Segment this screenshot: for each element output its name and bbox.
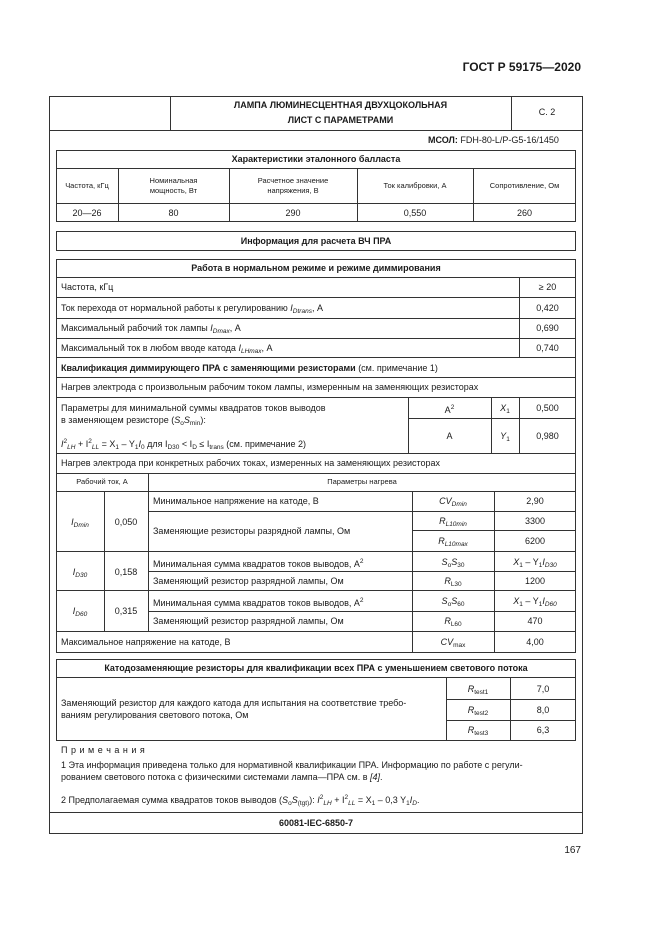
coef-a2: $A^2$ [444,404,455,415]
mcol-code: МСОЛ: FDH-80-L/P-G5-16/1450 [428,135,559,145]
val-voltage: 290 [285,208,301,218]
rl60-value: 470 [527,616,543,626]
coef-a-value: 0,980 [536,431,559,441]
col-current: Ток калибровки, А [383,181,447,190]
col-frequency: Частота, кГц [65,181,109,190]
qualification-title: Квалификация диммирующего ПРА с заменяющими резисторами (см. примечание 1) [61,363,438,373]
param-formula: $I^2_{LH} + I^2_{LL} = X_1 - Y_1I_0$ для $I_{D30} < I_D \le I_{trans}$ (см. примечание 2) [61,438,306,451]
rtest3-value: 6,3 [536,725,550,735]
col-power-2: мощность, Вт [149,186,198,195]
coef-a: A [446,431,453,441]
rl30-symbol: $R_{L30}$ [444,576,462,588]
document-code: 60081-IEC-6850-7 [278,818,354,828]
sheet-title-line2: ЛИСТ С ПАРАМЕТРАМИ [287,115,394,125]
cathode-title: Катодозаменяющие резисторы для квалификации всех ПРА с уменьшением светового потока [104,663,528,673]
col-voltage-1: Расчетное значение [257,176,329,185]
notes-title: П р и м е ч а н и я [61,745,146,755]
col-resistance: Сопротивление, Ом [489,181,560,190]
rl10min-value: 3300 [524,516,546,526]
id30-value: 0,158 [114,567,138,577]
coef-y1: $Y_1$ [500,431,510,443]
coef-x1: $X_1$ [500,403,510,415]
frequency-label: Частота, кГц [61,282,114,292]
val-frequency: 20—26 [72,208,102,218]
min-cathode-voltage-label: Минимальное напряжение на катоде, В [153,496,319,506]
val-power: 80 [168,208,179,218]
coef-a2-value: 0,500 [536,403,559,413]
trans-current-label: Ток перехода от нормальной работы к регулированию $I_{Dtrans}$, А [61,303,323,315]
note-1-line-1: 1 Эта информация приведена только для нормативной квалификации ПРА. Информацию по работе с регули- [61,760,523,770]
dmax-label: Максимальный рабочий ток лампы $I_{Dmax}$, А [61,323,241,335]
cathode-text-1: Заменяющий резистор для каждого катода для испытания на соответствие требо- [61,698,407,708]
rl30-value: 1200 [524,576,546,586]
normal-mode-title: Работа в нормальном режиме и режиме диммирования [191,263,441,273]
rtest1-symbol: $R_{test1}$ [467,684,489,696]
dmax-value: 0,690 [536,323,559,333]
so-s30-value: $X_1 - Y_1I_{D30}$ [513,557,557,569]
heating-arbitrary: Нагрев электрода с произвольным рабочим током лампы, измеренным на заменяющих резисторах [61,382,479,392]
col-heating-params: Параметры нагрева [327,477,397,486]
cv-max-symbol: $CV_{max}$ [440,637,466,649]
lhmax-label: Максимальный ток в любом вводе катода $I_{LHmax}$, А [61,343,273,355]
col-power-1: Номинальная [149,176,198,185]
idmin-value: 0,050 [114,517,138,527]
note-2: 2 Предполагаемая сумма квадратов токов выводов $(S_oS_{(tgt)})$: $I^2_{LH} + I^2_{LL} = X_1 - 0,3$ $Y_1I_D$. [61,794,420,807]
rl10max-symbol: $R_{L10max}$ [438,536,468,548]
idmin-symbol: $I_{Dmin}$ [71,517,89,529]
ballast-title: Характеристики эталонного балласта [231,154,401,164]
param-text-2: в заменяющем резисторе $(S_oS_{min})$: [61,415,206,427]
max-cathode-voltage-label: Максимальное напряжение на катоде, В [61,637,231,647]
id60-value: 0,315 [114,606,138,616]
rtest2-value: 8,0 [536,705,550,715]
col-working-current: Рабочий ток, А [76,477,128,486]
rtest2-symbol: $R_{test2}$ [467,705,489,717]
so-s30-symbol: $S_oS_{30}$ [441,557,465,569]
val-resistance: 260 [516,208,533,218]
rtest3-symbol: $R_{test3}$ [467,725,489,737]
sheet-title-line1: ЛАМПА ЛЮМИНЕСЦЕНТНАЯ ДВУХЦОКОЛЬНАЯ [233,100,448,110]
cv-max-value: 4,00 [526,637,544,647]
val-current: 0,550 [403,208,427,218]
min-sum-squares-60-label: Минимальная сумма квадратов токов выводов, $А^2$ [153,597,364,608]
info-title: Информация для расчета ВЧ ПРА [240,236,392,246]
sheet-number: С. 2 [538,107,556,117]
min-sum-squares-30-label: Минимальная сумма квадратов токов выводов, $А^2$ [153,558,364,569]
id30-symbol: $I_{D30}$ [72,567,88,579]
id60-symbol: $I_{D60}$ [72,606,88,618]
rl60-symbol: $R_{L60}$ [444,616,462,628]
note-1-line-2: рованием светового потока с физическими системами лампа—ПРА см. в [4]. [61,772,383,782]
standard-number: ГОСТ Р 59175—2020 [462,60,581,74]
so-s60-symbol: $S_oS_{60}$ [441,596,465,608]
lamp-resistor-30-label: Заменяющий резистор разрядной лампы, Ом [153,576,344,586]
lhmax-value: 0,740 [536,343,559,353]
heating-specific: Нагрев электрода при конкретных рабочих токах, измеренных на заменяющих резисторах [61,458,441,468]
cv-dmin-value: 2,90 [526,496,544,506]
lamp-resistor-60-label: Заменяющий резистор разрядной лампы, Ом [153,616,344,626]
param-text-1: Параметры для минимальной суммы квадратов токов выводов [61,403,326,413]
cathode-text-2: ваниям регулирования светового потока, Ом [61,710,249,720]
rtest1-value: 7,0 [536,684,550,694]
lamp-resistors-label: Заменяющие резисторы разрядной лампы, Ом [153,526,351,536]
page-number: 167 [564,845,581,856]
frequency-value: ≥ 20 [538,282,557,292]
trans-current-value: 0,420 [536,303,559,313]
cv-dmin-symbol: $CV_{Dmin}$ [439,496,467,508]
rl10min-symbol: $R_{L10min}$ [439,516,467,528]
col-voltage-2: напряжения, В [267,186,319,195]
so-s60-value: $X_1 - Y_1I_{D60}$ [513,596,557,608]
rl10max-value: 6200 [524,536,546,546]
